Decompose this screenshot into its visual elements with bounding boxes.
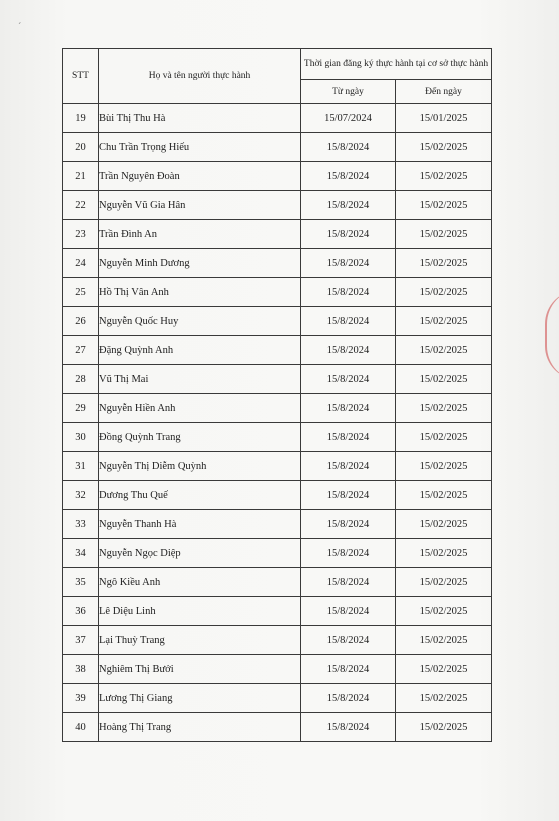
end-date: 15/02/2025 — [396, 191, 492, 220]
end-date: 15/01/2025 — [396, 104, 492, 133]
row-number: 25 — [63, 278, 99, 307]
header-stt: STT — [63, 49, 99, 104]
start-date: 15/8/2024 — [301, 365, 396, 394]
header-to: Đến ngày — [396, 80, 492, 104]
table-row — [63, 510, 492, 539]
practitioner-name: Nguyễn Vũ Gia Hân — [99, 191, 301, 220]
start-date: 15/8/2024 — [301, 597, 396, 626]
header-period: Thời gian đăng ký thực hành tại cơ sở thực hành — [301, 49, 492, 80]
start-date: 15/8/2024 — [301, 510, 396, 539]
row-number: 39 — [63, 684, 99, 713]
start-date: 15/8/2024 — [301, 249, 396, 278]
table-row — [63, 133, 492, 162]
row-number: 27 — [63, 336, 99, 365]
start-date: 15/8/2024 — [301, 481, 396, 510]
table-row — [63, 307, 492, 336]
end-date: 15/02/2025 — [396, 713, 492, 742]
margin-mark: ˊ — [18, 22, 22, 33]
start-date: 15/8/2024 — [301, 133, 396, 162]
table-row — [63, 423, 492, 452]
start-date: 15/8/2024 — [301, 220, 396, 249]
practitioner-name: Lê Diệu Linh — [99, 597, 301, 626]
start-date: 15/8/2024 — [301, 191, 396, 220]
end-date: 15/02/2025 — [396, 568, 492, 597]
table-row — [63, 278, 492, 307]
practitioner-name: Lương Thị Giang — [99, 684, 301, 713]
table-row — [63, 365, 492, 394]
table-row — [63, 220, 492, 249]
header-from: Từ ngày — [301, 80, 396, 104]
start-date: 15/8/2024 — [301, 568, 396, 597]
table-row — [63, 568, 492, 597]
start-date: 15/8/2024 — [301, 336, 396, 365]
practitioner-name: Nguyễn Quốc Huy — [99, 307, 301, 336]
practitioner-name: Nguyễn Thị Diễm Quỳnh — [99, 452, 301, 481]
red-seal-edge — [545, 290, 559, 380]
end-date: 15/02/2025 — [396, 539, 492, 568]
table-row — [63, 162, 492, 191]
end-date: 15/02/2025 — [396, 220, 492, 249]
row-number: 19 — [63, 104, 99, 133]
end-date: 15/02/2025 — [396, 394, 492, 423]
start-date: 15/8/2024 — [301, 307, 396, 336]
practitioner-name: Trần Nguyên Đoàn — [99, 162, 301, 191]
row-number: 35 — [63, 568, 99, 597]
end-date: 15/02/2025 — [396, 336, 492, 365]
table-row — [63, 104, 492, 133]
row-number: 26 — [63, 307, 99, 336]
start-date: 15/8/2024 — [301, 162, 396, 191]
practitioner-name: Dương Thu Quế — [99, 481, 301, 510]
end-date: 15/02/2025 — [396, 365, 492, 394]
table-row — [63, 452, 492, 481]
start-date: 15/8/2024 — [301, 278, 396, 307]
row-number: 37 — [63, 626, 99, 655]
practitioner-name: Đồng Quỳnh Trang — [99, 423, 301, 452]
end-date: 15/02/2025 — [396, 684, 492, 713]
table-row — [63, 597, 492, 626]
row-number: 40 — [63, 713, 99, 742]
table-row — [63, 394, 492, 423]
start-date: 15/8/2024 — [301, 423, 396, 452]
row-number: 32 — [63, 481, 99, 510]
start-date: 15/8/2024 — [301, 626, 396, 655]
row-number: 22 — [63, 191, 99, 220]
practitioner-name: Hoàng Thị Trang — [99, 713, 301, 742]
practitioner-name: Hồ Thị Vân Anh — [99, 278, 301, 307]
table-row — [63, 249, 492, 278]
row-number: 21 — [63, 162, 99, 191]
table-row — [63, 191, 492, 220]
end-date: 15/02/2025 — [396, 162, 492, 191]
practitioner-name: Vũ Thị Mai — [99, 365, 301, 394]
start-date: 15/8/2024 — [301, 452, 396, 481]
end-date: 15/02/2025 — [396, 597, 492, 626]
start-date: 15/8/2024 — [301, 394, 396, 423]
practitioner-name: Trần Đình An — [99, 220, 301, 249]
end-date: 15/02/2025 — [396, 655, 492, 684]
practitioner-name: Bùi Thị Thu Hà — [99, 104, 301, 133]
practitioner-name: Ngô Kiều Anh — [99, 568, 301, 597]
table-row — [63, 626, 492, 655]
table-row — [63, 713, 492, 742]
end-date: 15/02/2025 — [396, 423, 492, 452]
row-number: 28 — [63, 365, 99, 394]
practitioner-name: Lại Thuỳ Trang — [99, 626, 301, 655]
row-number: 36 — [63, 597, 99, 626]
row-number: 31 — [63, 452, 99, 481]
practitioner-name: Chu Trần Trọng Hiếu — [99, 133, 301, 162]
end-date: 15/02/2025 — [396, 249, 492, 278]
row-number: 34 — [63, 539, 99, 568]
practitioner-name: Nghiêm Thị Bưởi — [99, 655, 301, 684]
row-number: 38 — [63, 655, 99, 684]
practitioner-name: Đặng Quỳnh Anh — [99, 336, 301, 365]
end-date: 15/02/2025 — [396, 278, 492, 307]
start-date: 15/8/2024 — [301, 713, 396, 742]
practitioner-name: Nguyễn Minh Dương — [99, 249, 301, 278]
practitioner-name: Nguyễn Hiền Anh — [99, 394, 301, 423]
table-row — [63, 539, 492, 568]
table-row — [63, 336, 492, 365]
header-name: Họ và tên người thực hành — [99, 49, 301, 104]
row-number: 24 — [63, 249, 99, 278]
practitioner-name: Nguyễn Ngọc Diệp — [99, 539, 301, 568]
table-row — [63, 684, 492, 713]
end-date: 15/02/2025 — [396, 307, 492, 336]
row-number: 23 — [63, 220, 99, 249]
table-row — [63, 655, 492, 684]
practitioner-table — [62, 48, 492, 742]
end-date: 15/02/2025 — [396, 481, 492, 510]
start-date: 15/8/2024 — [301, 684, 396, 713]
row-number: 33 — [63, 510, 99, 539]
end-date: 15/02/2025 — [396, 133, 492, 162]
row-number: 20 — [63, 133, 99, 162]
end-date: 15/02/2025 — [396, 626, 492, 655]
row-number: 29 — [63, 394, 99, 423]
table-row — [63, 481, 492, 510]
start-date: 15/07/2024 — [301, 104, 396, 133]
end-date: 15/02/2025 — [396, 510, 492, 539]
start-date: 15/8/2024 — [301, 655, 396, 684]
practitioner-name: Nguyễn Thanh Hà — [99, 510, 301, 539]
row-number: 30 — [63, 423, 99, 452]
start-date: 15/8/2024 — [301, 539, 396, 568]
end-date: 15/02/2025 — [396, 452, 492, 481]
